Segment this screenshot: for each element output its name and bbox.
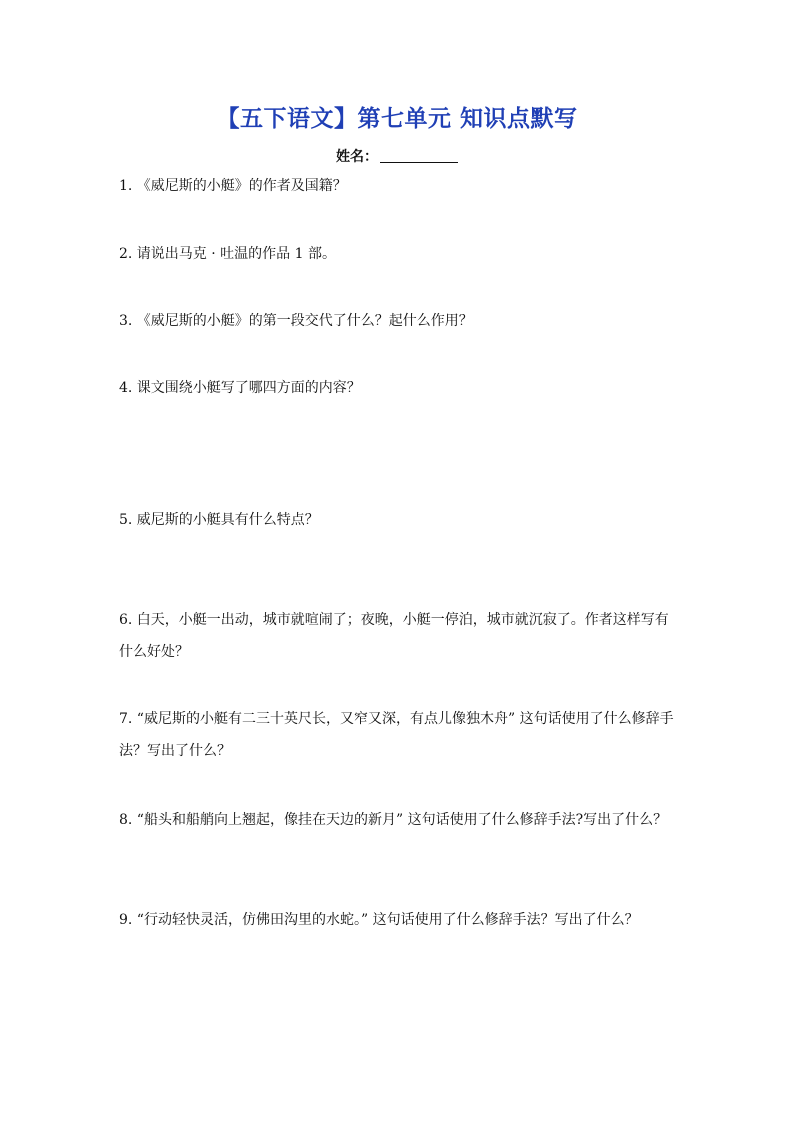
name-blank-line[interactable] — [380, 162, 458, 163]
question-3: 3. 《威尼斯的小艇》的第一段交代了什么？起什么作用？ — [119, 313, 473, 329]
question-6: 6. 白天，小艇一出动，城市就喧闹了；夜晚，小艇一停泊，城市就沉寂了。作者这样写有什么好处？ — [119, 612, 669, 660]
name-field-row — [0, 146, 794, 166]
question-1: 1. 《威尼斯的小艇》的作者及国籍？ — [119, 178, 347, 194]
question-5: 5. 威尼斯的小艇具有什么特点？ — [119, 512, 319, 528]
name-label: 姓名： — [336, 149, 378, 165]
question-7: 7. “威尼斯的小艇有二三十英尺长，又窄又深，有点儿像独木舟” 这句话使用了什么修辞手法？写出了什么？ — [119, 711, 674, 759]
question-8: 8. “船头和船艄向上翘起，像挂在天边的新月” 这句话使用了什么修辞手法?写出了什么？ — [119, 812, 668, 828]
question-9: 9. “行动轻快灵活，仿佛田沟里的水蛇。” 这句话使用了什么修辞手法？写出了什么？ — [119, 912, 639, 928]
page-title: 【五下语文】第七单元 知识点默写 — [216, 106, 578, 132]
question-4: 4. 课文围绕小艇写了哪四方面的内容？ — [119, 380, 361, 396]
question-2: 2. 请说出马克 · 吐温的作品 1 部。 — [119, 246, 336, 262]
